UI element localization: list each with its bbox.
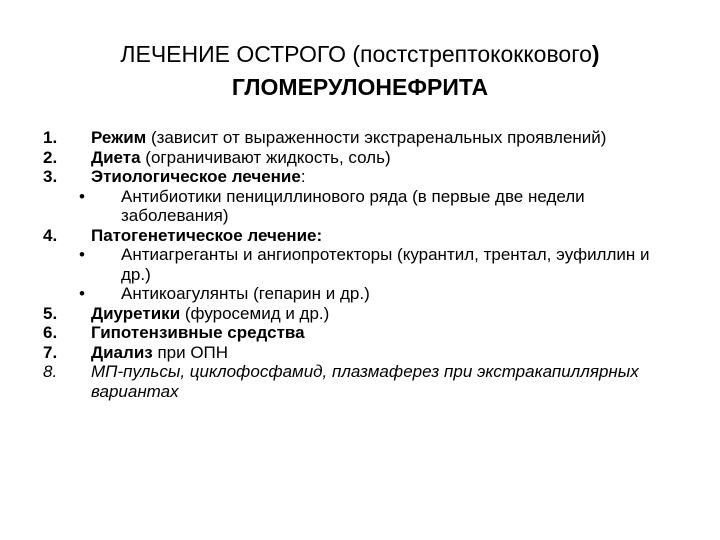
item-text: МП-пульсы, циклофосфамид, плазмаферез при экстракапиллярных вариантах [91,362,639,401]
item-text: при ОПН [152,342,229,362]
list-item [0,304,720,324]
bullet-icon: • [79,186,85,206]
item-heading: Диета [91,147,141,167]
sub-list-item [0,284,720,304]
item-number: 6. [43,323,58,342]
sub-item-text: Антикоагулянты (гепарин и др.) [121,284,370,303]
list-item [0,167,720,187]
slide-title [20,38,700,104]
item-heading: Патогенетическое лечение: [91,225,323,245]
treatment-list [0,128,720,401]
title-line-1: ЛЕЧЕНИЕ ОСТРОГО (постстрептококкового [120,41,592,67]
list-item [0,148,720,168]
item-heading: Гипотензивные средства [91,323,305,342]
item-heading: Диализ [91,342,153,362]
sub-item-text: Антиагреганты и ангиопротекторы (курантил, трентал, эуфиллин и др.) [121,245,650,284]
item-text: (ограничивают жидкость, соль) [140,147,391,167]
item-number: 4. [43,225,58,245]
sub-item-text: Антибиотики пенициллинового ряда (в первые две недели заболевания) [121,186,585,225]
list-item [0,226,720,246]
item-text: (зависит от выраженности экстраренальных проявлений) [146,128,607,147]
list-item [0,362,720,401]
sub-list-item [0,187,720,226]
item-heading: Этиологическое лечение [91,167,301,186]
bullet-icon: • [79,284,85,303]
item-text: (фуросемид и др.) [180,303,330,323]
item-number: 2. [43,147,58,167]
item-number: 8. [43,362,58,381]
item-text: : [300,167,306,186]
title-line-2: ГЛОМЕРУЛОНЕФРИТА [231,74,489,100]
sub-list-item [0,245,720,284]
title-line-1-paren: ) [591,41,600,67]
list-item [0,323,720,343]
list-item [0,343,720,363]
item-number: 7. [43,342,58,362]
item-number: 1. [43,128,58,147]
item-number: 5. [43,303,58,323]
item-heading: Диуретики [91,303,181,323]
item-heading: Режим [91,128,147,147]
list-item [0,128,720,148]
item-number: 3. [43,167,58,186]
bullet-icon: • [79,245,85,264]
